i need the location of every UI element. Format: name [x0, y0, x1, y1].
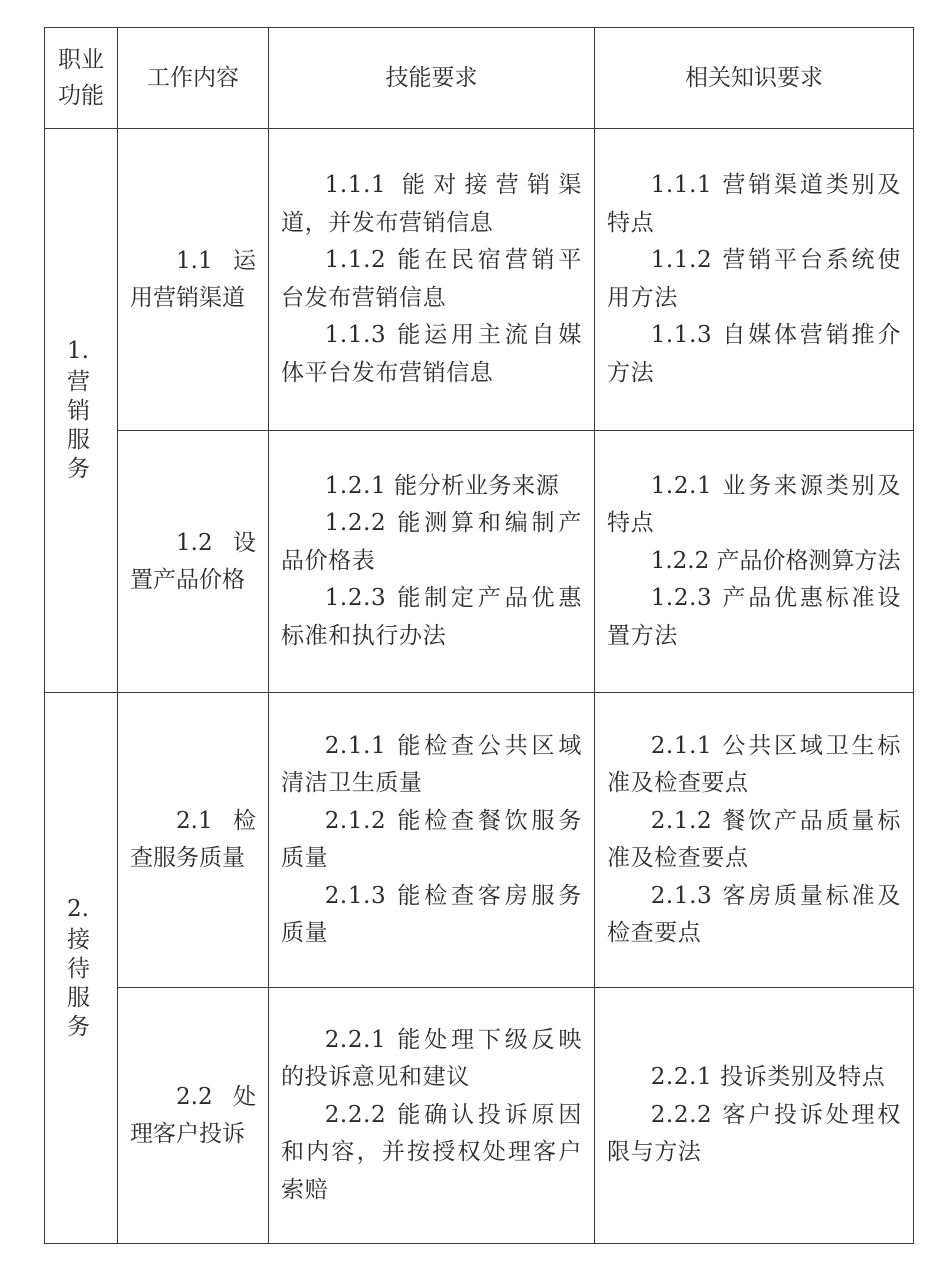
header-knowledge: 相关知识要求 — [595, 28, 914, 129]
skill-item: 2.1.2 能检查餐饮服务质量 — [281, 807, 582, 871]
skill-item: 1.1.1 能对接营销渠道，并发布营销信息 — [281, 172, 582, 236]
function-name: 营销服务 — [67, 369, 90, 482]
skill-item: 1.2.3 能制定产品优惠标准和执行办法 — [281, 585, 582, 649]
table-row — [45, 988, 914, 1244]
knowledge-item: 1.2.1 业务来源类别及特点 — [607, 472, 901, 537]
function-cell-reception — [45, 693, 118, 1244]
function-cell-marketing — [45, 129, 118, 693]
knowledge-item: 2.2.2 客户投诉处理权限与方法 — [607, 1101, 901, 1166]
skills-cell — [269, 988, 595, 1244]
header-skills: 技能要求 — [269, 28, 595, 129]
work-content-cell — [118, 431, 269, 693]
knowledge-item: 1.1.2 营销平台系统使用方法 — [607, 247, 901, 311]
work-content-text: 2.1 检查服务质量 — [130, 808, 256, 871]
occupational-skills-table — [44, 27, 914, 1244]
work-content-text: 1.2 设置产品价格 — [130, 529, 256, 593]
skills-cell — [269, 431, 595, 693]
work-content-cell — [118, 988, 269, 1244]
skill-item: 1.1.3 能运用主流自媒体平台发布营销信息 — [281, 322, 582, 386]
work-content-text: 2.2 处理客户投诉 — [130, 1083, 256, 1147]
knowledge-item: 2.1.2 餐饮产品质量标准及检查要点 — [607, 807, 901, 871]
skill-item: 1.1.2 能在民宿营销平台发布营销信息 — [281, 247, 582, 311]
skill-item: 2.1.3 能检查客房服务质量 — [281, 882, 582, 946]
skill-item: 1.2.1 能分析业务来源 — [324, 472, 560, 499]
knowledge-item: 2.2.1 投诉类别及特点 — [650, 1064, 886, 1091]
knowledge-item: 1.2.3 产品优惠标准设置方法 — [607, 585, 901, 649]
skill-item: 2.1.1 能检查公共区域清洁卫生质量 — [281, 732, 582, 796]
table-row — [45, 129, 914, 431]
knowledge-item: 1.1.3 自媒体营销推介方法 — [607, 322, 901, 386]
knowledge-cell — [595, 431, 914, 693]
table-row — [45, 431, 914, 693]
knowledge-item: 1.2.2 产品价格测算方法 — [650, 547, 901, 574]
skills-cell — [269, 693, 595, 988]
function-number: 1. — [67, 338, 89, 364]
function-name: 接待服务 — [67, 926, 90, 1040]
skills-cell — [269, 129, 595, 431]
skill-item: 1.2.2 能测算和编制产品价格表 — [281, 510, 582, 574]
header-work-content: 工作内容 — [118, 28, 269, 129]
knowledge-item: 2.1.3 客房质量标准及检查要点 — [607, 882, 901, 946]
knowledge-item: 1.1.1 营销渠道类别及特点 — [607, 172, 901, 236]
table-row — [45, 693, 914, 988]
work-content-cell — [118, 129, 269, 431]
work-content-cell — [118, 693, 269, 988]
work-content-text: 1.1 运用营销渠道 — [130, 247, 256, 311]
skill-item: 2.2.1 能处理下级反映的投诉意见和建议 — [281, 1026, 582, 1091]
function-number: 2. — [67, 895, 89, 922]
header-function: 职业功能 — [45, 28, 118, 129]
knowledge-cell — [595, 693, 914, 988]
skill-item: 2.2.2 能确认投诉原因和内容，并按授权处理客户索赔 — [281, 1101, 582, 1203]
knowledge-cell — [595, 988, 914, 1244]
knowledge-cell — [595, 129, 914, 431]
table-header-row — [45, 28, 914, 129]
knowledge-item: 2.1.1 公共区域卫生标准及检查要点 — [607, 732, 901, 796]
